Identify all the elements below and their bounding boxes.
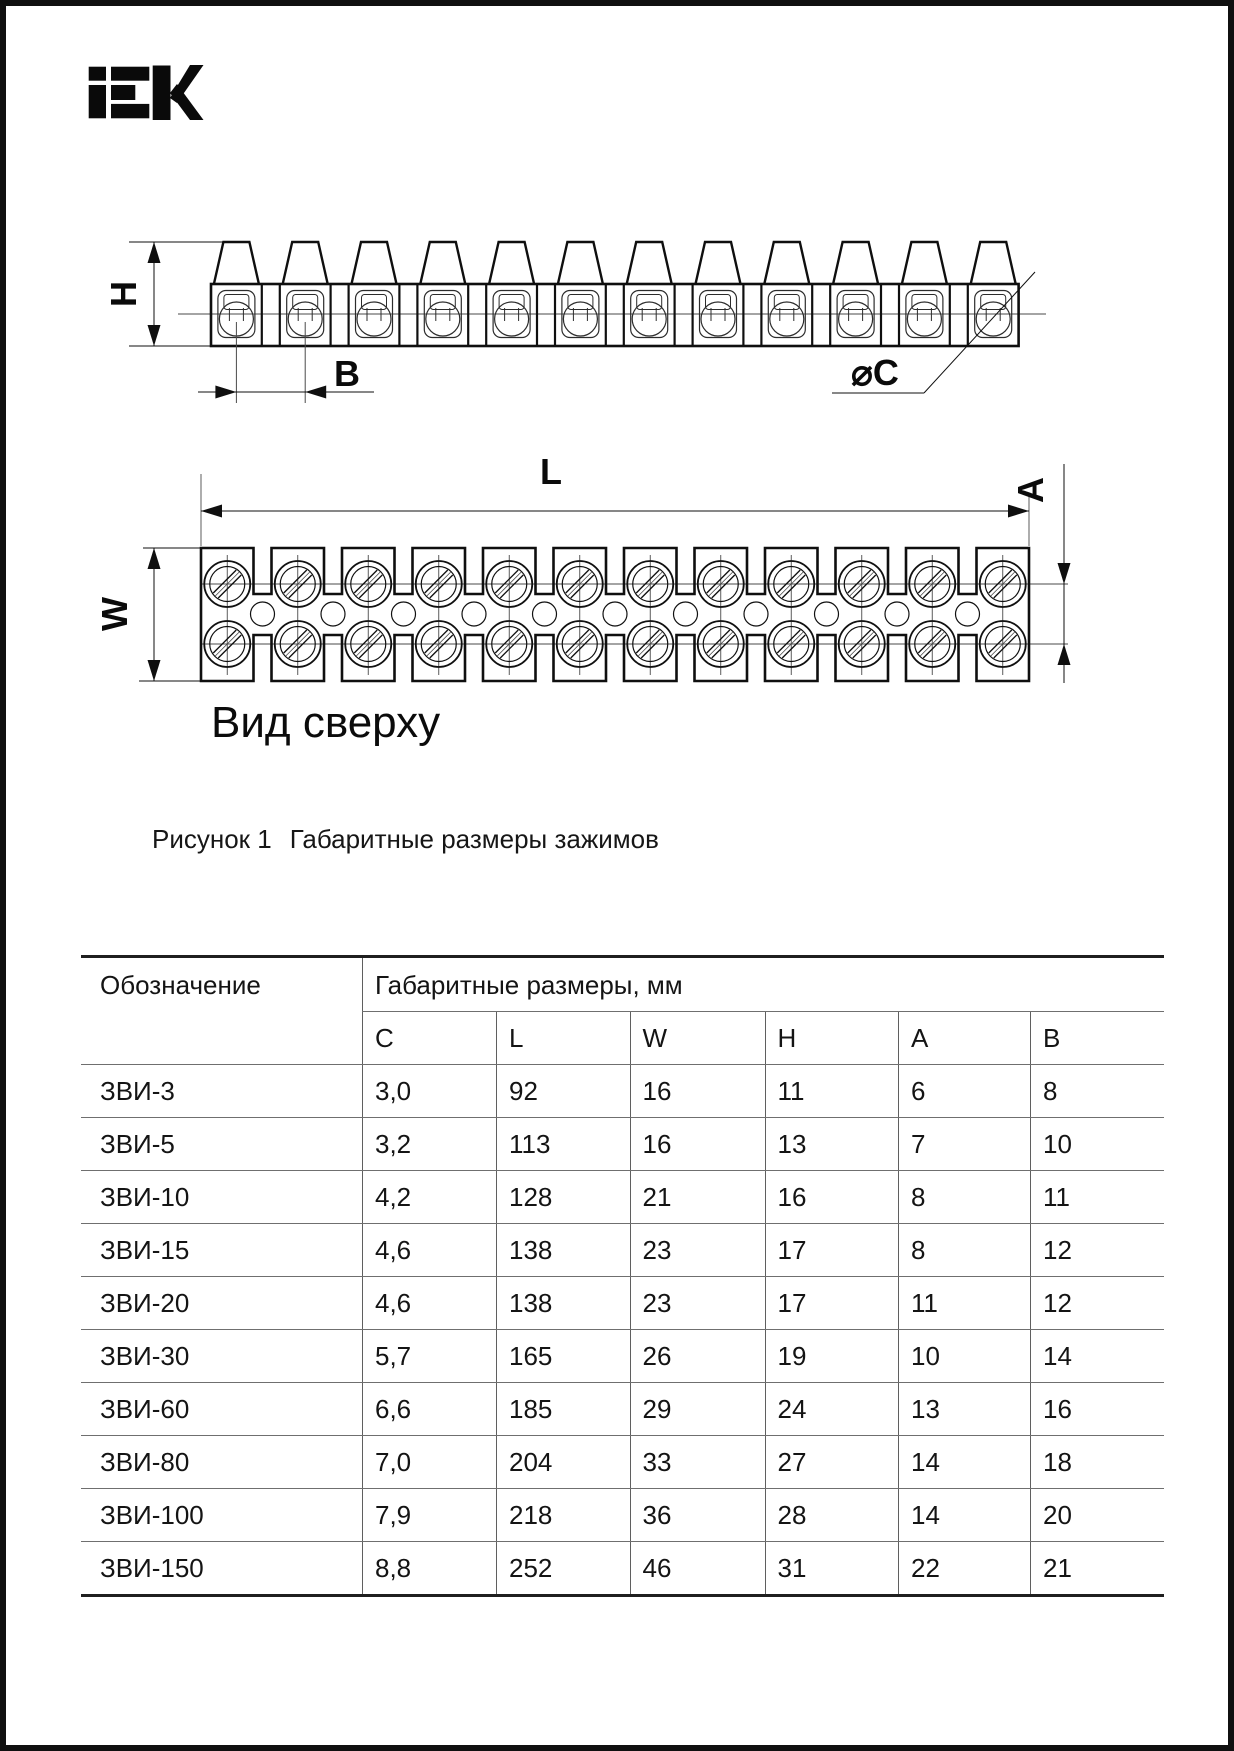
table-cell: 10 (1043, 1129, 1072, 1159)
table-grid-line (81, 1541, 1164, 1542)
top-view-label: Вид сверху (211, 698, 441, 747)
table-cell: 10 (911, 1341, 940, 1371)
table-cell: 92 (509, 1076, 538, 1106)
table-cell: 6,6 (375, 1394, 412, 1424)
table-column-header: A (911, 1023, 929, 1053)
table-column-header: W (642, 1023, 668, 1053)
table-cell: 18 (1043, 1447, 1072, 1477)
table-cell: 31 (777, 1553, 807, 1583)
table-grid-line (81, 1329, 1164, 1330)
table-cell: 8,8 (375, 1553, 412, 1583)
dimensions-table (81, 955, 1164, 1597)
table-cell: 22 (911, 1553, 940, 1583)
table-cell: 11 (1043, 1182, 1070, 1212)
table-row-name: ЗВИ-20 (100, 1288, 190, 1318)
table-cell: 4,6 (375, 1288, 412, 1318)
table-cell: 128 (509, 1182, 553, 1212)
table-cell: 138 (509, 1288, 553, 1318)
table-grid-line (81, 1435, 1164, 1436)
table-cell: 3,0 (375, 1076, 412, 1106)
table-header-designation: Обозначение (100, 970, 261, 1000)
table-cell: 7 (911, 1129, 926, 1159)
table-cell: 4,2 (375, 1182, 412, 1212)
table-column-header: L (509, 1023, 524, 1053)
table-cell: 8 (911, 1182, 926, 1212)
table-cell: 14 (1043, 1341, 1072, 1371)
table-grid-line (81, 1382, 1164, 1383)
table-cell: 185 (509, 1394, 553, 1424)
table-cell: 6 (911, 1076, 926, 1106)
table-cell: 113 (509, 1129, 551, 1159)
table-cell: 14 (911, 1500, 940, 1530)
figure-caption (152, 824, 659, 855)
table-cell: 28 (777, 1500, 807, 1530)
table-cell: 165 (509, 1341, 553, 1371)
table-cell: 29 (642, 1394, 672, 1424)
table-cell: 252 (509, 1553, 553, 1583)
table-cell: 19 (777, 1341, 807, 1371)
table-cell: 16 (777, 1182, 807, 1212)
figure-caption-number: Рисунок 1 (152, 824, 272, 854)
table-cell: 17 (777, 1235, 807, 1265)
table-cell: 27 (777, 1447, 807, 1477)
table-row-name: ЗВИ-80 (100, 1447, 190, 1477)
table-cell: 33 (642, 1447, 672, 1477)
table-cell: 20 (1043, 1500, 1072, 1530)
table-grid-line (81, 1064, 1164, 1065)
table-cell: 138 (509, 1235, 553, 1265)
dim-label-w: W (94, 597, 135, 631)
table-header-group: Габаритные размеры, мм (375, 970, 683, 1000)
table-row-name: ЗВИ-3 (100, 1076, 175, 1106)
side-view-drawing (103, 242, 1046, 403)
table-column-header: H (777, 1023, 797, 1053)
terminal-block-drawing (6, 6, 1234, 846)
table-grid-line (362, 1011, 1164, 1012)
dim-label-b: B (334, 353, 360, 394)
table-cell: 11 (911, 1288, 938, 1318)
table-cell: 7,0 (375, 1447, 412, 1477)
figure-caption-text: Габаритные размеры зажимов (289, 824, 659, 854)
table-row-name: ЗВИ-5 (100, 1129, 175, 1159)
table-cell: 4,6 (375, 1235, 412, 1265)
table-cell: 8 (1043, 1076, 1058, 1106)
table-cell: 8 (911, 1235, 926, 1265)
table-cell: 21 (642, 1182, 672, 1212)
table-column-header: C (375, 1023, 394, 1053)
table-grid-line (81, 1223, 1164, 1224)
table-grid-line (81, 1170, 1164, 1171)
table-grid-line (630, 1011, 631, 1594)
table-cell: 23 (642, 1288, 672, 1318)
dim-label-h: H (103, 281, 144, 307)
table-cell: 7,9 (375, 1500, 412, 1530)
table-cell: 36 (642, 1500, 672, 1530)
table-grid-line (1030, 1011, 1031, 1594)
table-cell: 3,2 (375, 1129, 412, 1159)
table-grid-line (496, 1011, 497, 1594)
table-cell: 13 (911, 1394, 940, 1424)
table-grid-line (81, 1276, 1164, 1277)
table-cell: 16 (1043, 1394, 1072, 1424)
table-cell: 11 (777, 1076, 805, 1106)
table-cell: 12 (1043, 1235, 1072, 1265)
table-cell: 21 (1043, 1553, 1072, 1583)
dim-label-diameter-c: ⌀C (851, 352, 899, 393)
table-row-name: ЗВИ-15 (100, 1235, 190, 1265)
table-cell: 16 (642, 1076, 672, 1106)
table-cell: 46 (642, 1553, 672, 1583)
table-cell: 14 (911, 1447, 940, 1477)
top-view-drawing (94, 451, 1071, 747)
table-row-name: ЗВИ-10 (100, 1182, 190, 1212)
table-row-name: ЗВИ-150 (100, 1553, 204, 1583)
table-cell: 13 (777, 1129, 807, 1159)
table-cell: 204 (509, 1447, 553, 1477)
table-cell: 26 (642, 1341, 672, 1371)
dim-label-l: L (540, 451, 562, 492)
table-cell: 218 (509, 1500, 553, 1530)
table-row-name: ЗВИ-30 (100, 1341, 190, 1371)
table-row-name: ЗВИ-60 (100, 1394, 190, 1424)
table-cell: 16 (642, 1129, 672, 1159)
table-row-name: ЗВИ-100 (100, 1500, 204, 1530)
table-cell: 17 (777, 1288, 807, 1318)
table-grid-line (81, 1117, 1164, 1118)
table-cell: 23 (642, 1235, 672, 1265)
table-grid-line (81, 1488, 1164, 1489)
table-column-header: B (1043, 1023, 1061, 1053)
table-cell: 24 (777, 1394, 807, 1424)
table-grid-line (898, 1011, 899, 1594)
dim-label-a: A (1010, 477, 1051, 503)
table-cell: 5,7 (375, 1341, 412, 1371)
table-cell: 12 (1043, 1288, 1072, 1318)
table-grid-line (765, 1011, 766, 1594)
